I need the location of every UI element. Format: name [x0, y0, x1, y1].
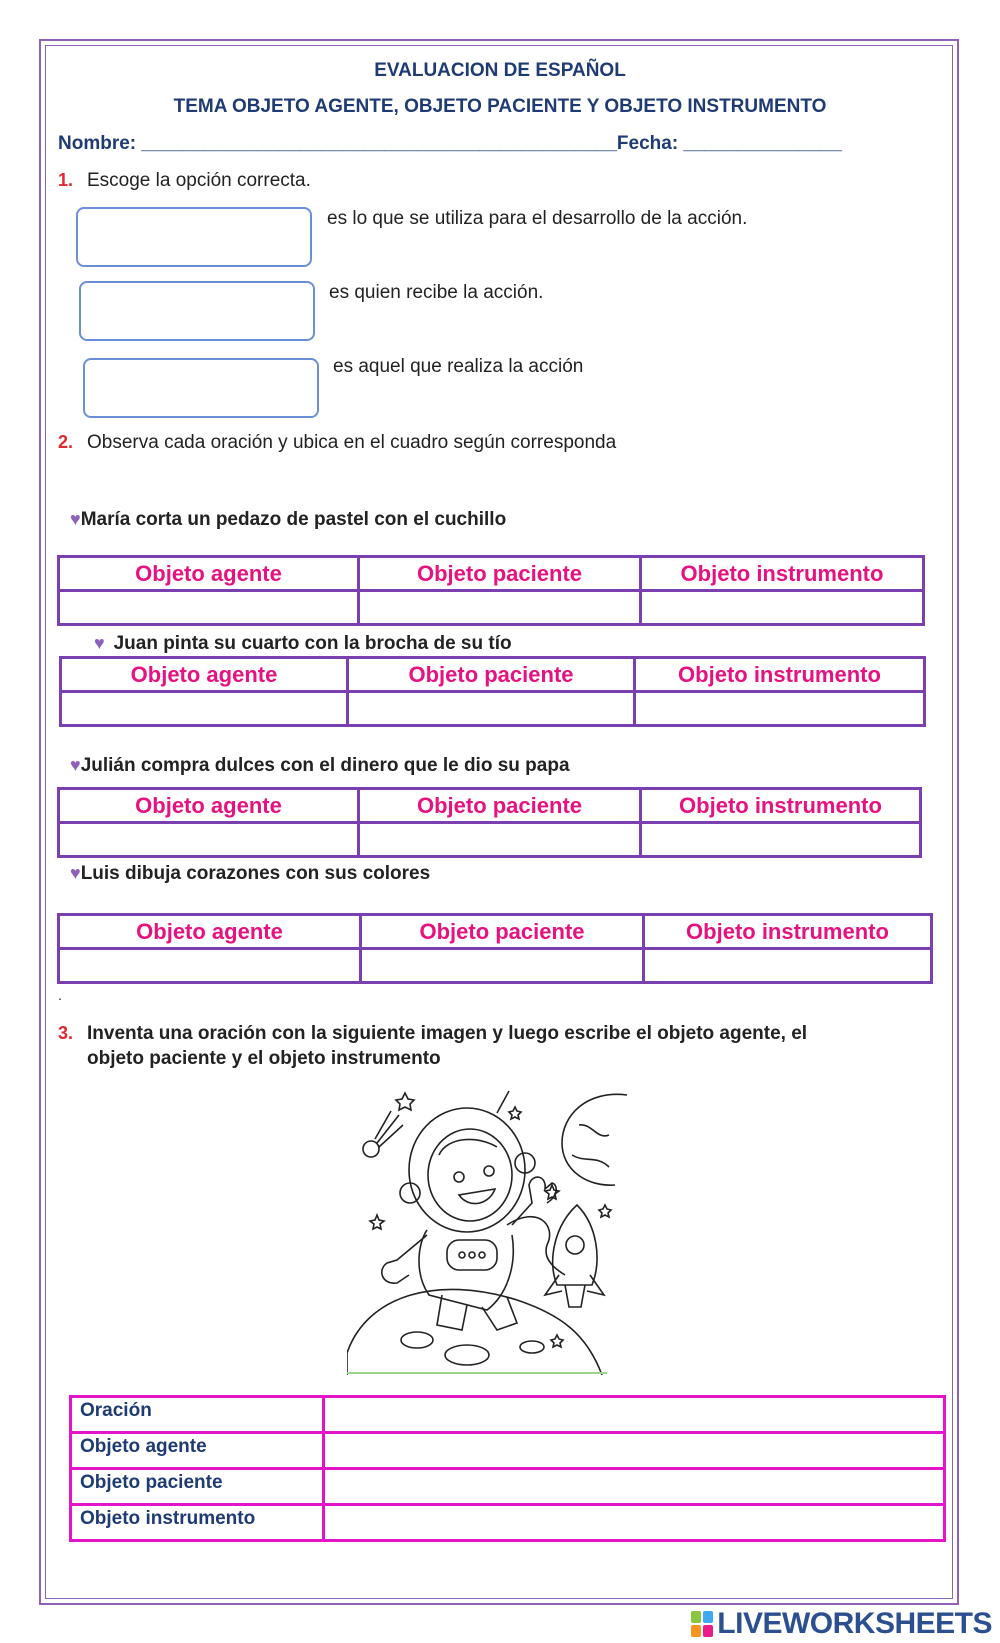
classification-table-2 — [59, 656, 926, 727]
header-objeto-agente: Objeto agente — [61, 658, 348, 692]
answer-cell-objeto-paciente[interactable] — [324, 1469, 945, 1505]
answer-cell-instrumento[interactable] — [641, 823, 921, 857]
question-2-number: 2. — [58, 432, 74, 452]
question-1-number: 1. — [58, 170, 74, 190]
stray-dot: . — [58, 987, 62, 1003]
heart-icon: ♥ — [70, 863, 81, 883]
header-objeto-paciente: Objeto paciente — [348, 658, 635, 692]
sentence-2 — [94, 633, 512, 655]
sentence-4-text: Luis dibuja corazones con sus colores — [80, 863, 431, 884]
classification-table-3 — [57, 787, 922, 858]
definition-agent: es aquel que realiza la acción — [333, 356, 584, 377]
answer-box-patient[interactable] — [79, 281, 315, 341]
header-objeto-agente: Objeto agente — [59, 557, 359, 591]
header-objeto-instrumento: Objeto instrumento — [635, 658, 925, 692]
question-1-text: Escoge la opción correcta. — [87, 170, 311, 191]
sentence-1-text: María corta un pedazo de pastel con el cuchillo — [80, 509, 507, 530]
header-objeto-instrumento: Objeto instrumento — [644, 915, 932, 949]
question-3-line-1: Inventa una oración con la siguiente imagen y luego escribe el objeto agente, el — [87, 1023, 808, 1044]
answer-cell-paciente[interactable] — [361, 949, 644, 983]
sentence-1 — [70, 509, 506, 531]
heart-icon: ♥ — [70, 509, 81, 529]
logo-square — [691, 1611, 701, 1623]
worksheet-title: EVALUACION DE ESPAÑOL — [374, 60, 626, 81]
header-objeto-paciente: Objeto paciente — [359, 789, 641, 823]
answer-box-agent[interactable] — [83, 358, 319, 418]
logo-square — [691, 1625, 701, 1637]
answer-cell-instrumento[interactable] — [644, 949, 932, 983]
definition-instrument: es lo que se utiliza para el desarrollo de la acción. — [327, 208, 748, 229]
classification-table-4 — [57, 913, 933, 984]
heart-icon: ♥ — [94, 633, 105, 653]
answer-cell-instrumento[interactable] — [635, 692, 925, 726]
question-3-line-2: objeto paciente y el objeto instrumento — [87, 1048, 441, 1069]
answer-cell-agente[interactable] — [61, 692, 348, 726]
sentence-3-text: Julián compra dulces con el dinero que le dio su papa — [80, 755, 570, 776]
question-3-number: 3. — [58, 1023, 74, 1043]
answer-cell-paciente[interactable] — [359, 823, 641, 857]
answer-cell-agente[interactable] — [59, 823, 359, 857]
liveworksheets-logo-text: LIVEWORKSHEETS — [717, 1607, 992, 1640]
answer-cell-agente[interactable] — [59, 591, 359, 625]
heart-icon: ♥ — [70, 755, 81, 775]
answer-cell-objeto-instrumento[interactable] — [324, 1505, 945, 1541]
row-label-objeto-paciente: Objeto paciente — [71, 1469, 324, 1505]
answer-cell-paciente[interactable] — [359, 591, 641, 625]
worksheet-topic: TEMA OBJETO AGENTE, OBJETO PACIENTE Y OBJETO INSTRUMENTO — [173, 96, 827, 117]
classification-table-1 — [57, 555, 925, 626]
liveworksheets-logo-icon — [691, 1611, 713, 1637]
row-label-objeto-instrumento: Objeto instrumento — [71, 1505, 324, 1541]
header-objeto-instrumento: Objeto instrumento — [641, 789, 921, 823]
answer-cell-oracion[interactable] — [324, 1397, 945, 1433]
row-label-oracion: Oración — [71, 1397, 324, 1433]
answer-cell-paciente[interactable] — [348, 692, 635, 726]
header-objeto-instrumento: Objeto instrumento — [641, 557, 924, 591]
astronaut-illustration — [347, 1085, 627, 1375]
header-objeto-paciente: Objeto paciente — [361, 915, 644, 949]
header-objeto-paciente: Objeto paciente — [359, 557, 641, 591]
liveworksheets-logo — [691, 1607, 992, 1641]
name-date-line: Nombre: _____________________________________________Fecha: _______________ — [58, 133, 842, 154]
answer-cell-objeto-agente[interactable] — [324, 1433, 945, 1469]
answer-box-instrument[interactable] — [76, 207, 312, 267]
question-2-text: Observa cada oración y ubica en el cuadro según corresponda — [87, 432, 617, 453]
answer-cell-agente[interactable] — [59, 949, 361, 983]
sentence-2-text: Juan pinta su cuarto con la brocha de su tío — [113, 633, 512, 654]
logo-square — [703, 1611, 713, 1623]
invent-sentence-table — [69, 1395, 946, 1542]
sentence-4 — [70, 863, 430, 885]
logo-square — [703, 1625, 713, 1637]
answer-cell-instrumento[interactable] — [641, 591, 924, 625]
header-objeto-agente: Objeto agente — [59, 915, 361, 949]
header-objeto-agente: Objeto agente — [59, 789, 359, 823]
sentence-3 — [70, 755, 570, 777]
definition-patient: es quien recibe la acción. — [329, 282, 544, 303]
row-label-objeto-agente: Objeto agente — [71, 1433, 324, 1469]
